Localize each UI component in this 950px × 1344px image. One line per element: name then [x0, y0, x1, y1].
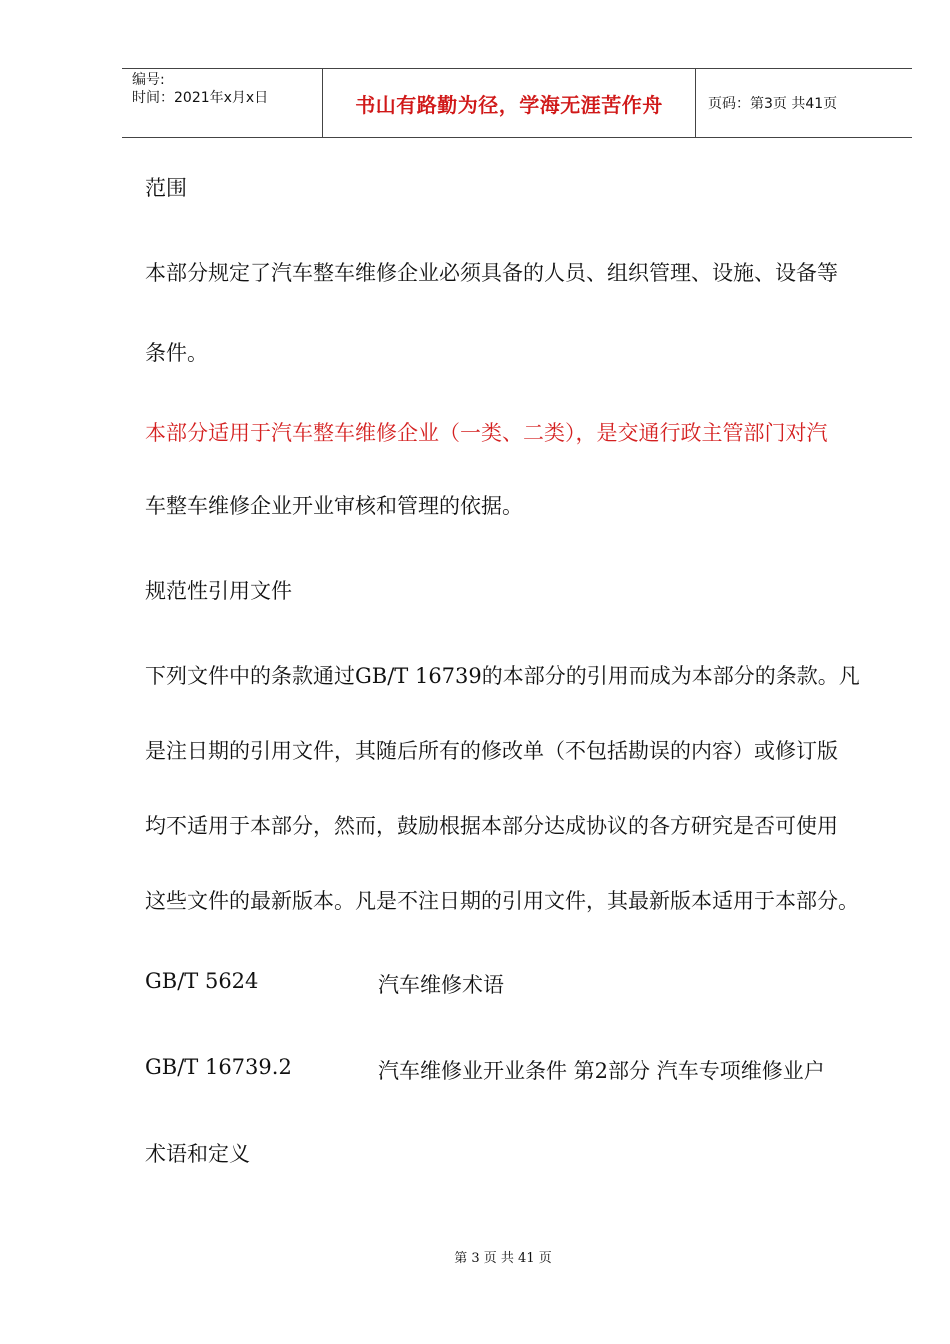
page-footer: 第 3 页 共 41 页 — [454, 1251, 552, 1266]
header-motto: 书山有路勤为径，学海无涯苦作舟 — [323, 69, 696, 137]
paragraph-line: 均不适用于本部分，然而，鼓励根据本部分达成协议的各方研究是否可使用 — [145, 814, 838, 838]
reference-code: GB/T 16739.2 — [145, 1055, 292, 1079]
paragraph-line: 条件。 — [145, 341, 208, 365]
section-title-scope: 范围 — [145, 176, 187, 200]
reference-title: 汽车维修术语 — [378, 973, 504, 997]
paragraph-line: 下列文件中的条款通过GB/T 16739的本部分的引用而成为本部分的条款。凡 — [145, 664, 860, 688]
reference-code: GB/T 5624 — [145, 969, 259, 993]
page-header — [122, 68, 912, 138]
section-title-terms: 术语和定义 — [145, 1142, 250, 1166]
document-number-label: 编号: — [132, 72, 165, 88]
reference-title: 汽车维修业开业条件 第2部分 汽车专项维修业户 — [378, 1059, 825, 1083]
paragraph-line: 本部分规定了汽车整车维修企业必须具备的人员、组织管理、设施、设备等 — [145, 261, 838, 285]
paragraph-line: 车整车维修企业开业审核和管理的依据。 — [145, 494, 523, 518]
header-meta — [122, 69, 323, 137]
document-time-label: 时间：2021年x月x日 — [132, 90, 269, 106]
header-page-info: 页码：第3页 共41页 — [708, 96, 838, 112]
section-title-references: 规范性引用文件 — [145, 579, 292, 603]
paragraph-line: 这些文件的最新版本。凡是不注日期的引用文件，其最新版本适用于本部分。 — [145, 889, 859, 913]
paragraph-line-highlight: 本部分适用于汽车整车维修企业（一类、二类），是交通行政主管部门对汽 — [145, 421, 828, 445]
paragraph-line: 是注日期的引用文件，其随后所有的修改单（不包括勘误的内容）或修订版 — [145, 739, 838, 763]
